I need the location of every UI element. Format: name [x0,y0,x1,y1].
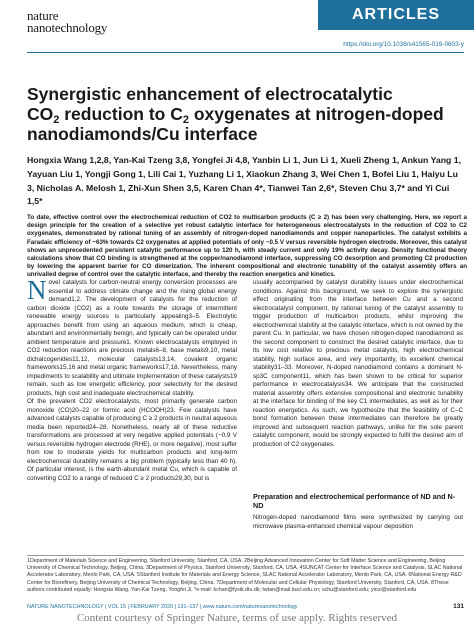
author-list: Hongxia Wang 1,2,8, Yan-Kai Tzeng 3,8, Yongfei Ji 4,8, Yanbin Li 1, Jun Li 1, Xueli Zheng 1, Ankun Yang 1, Yayuan Liu 1, Yongji Gong 1, Lili Cai 1, Yuzhang Li 1, Xiaokun Zhang 3, Wei Chen 1, Bofei Liu 1, Haiyu Lu 3, Nicholas A. Melosh 1, Zhi-Xun Shen 3,5, Karen Chan 4*, Tianwei Tan 2,6*, Steven Chu 3,7* and Yi Cui 1,5* [27,155,461,207]
affiliations-footnotes: 1Department of Materials Science and Engineering, Stanford University, Stanford, CA, USA. 2Beijing Advanced Innovation Center for Soft Matter Science and Engineering, Beijing University of Chemical Technology, Beijing, China. 3Department of Physics, Stanford University, Stanford, CA, USA. 4SUNCAT Center for Interface Science and Catalysis, SLAC National Accelerator Laboratory, Menlo Park, CA, USA. 5Stanford Institute for Materials and Energy Science, SLAC National Accelerator Laboratory, Menlo Park, CA, USA. 6National Energy R&D Center for Biorefinery, Beijing University of Chemical Technology, Beijing, China. 7Department of Molecular and Cellular Physiology, Stanford University, Stanford, CA, USA. 8These authors contributed equally: Hongxia Wang, Yan-Kai Tzeng, Yongfei Ji. *e-mail: kchan@fysik.dtu.dk; twtan@mail.buct.edu.cn; schu@stanford.edu; yicui@stanford.edu [27,558,463,593]
section-heading: Preparation and electrochemical performance of ND and N-ND [253,492,456,511]
body-column-right-continued: Nitrogen-doped nanodiamond films were synthesized by carrying out microwave plasma-enhanced chemical vapour deposition [253,514,463,530]
copyright-credit: Content courtesy of Springer Nature, terms of use apply. Rights reserved [76,612,398,624]
title-sub-2: 2 [182,114,189,126]
title-line-1: Synergistic enhancement of electrocatalytic [27,84,393,104]
title-line-2a: CO [27,104,54,124]
footnote-divider [27,555,464,556]
page-number: 131 [453,603,464,610]
journal-logo: nature nanotechnology [27,8,108,35]
body-left-text: ovel catalysts for carbon-neutral energy conversion processes are essential to address climate change and the rising global energy demand1,2. The development of catalysts for the reduction of carbon dioxide (CO2) as a route towards the storage of intermittent renewable energy sources is particularly appealing3–5. Electrolytic approaches benefit from using an aqueous medium, which is cheap, abundant and environmentally benign, and typically can be operated under ambient temperature and pressure1. Known electrocatalysts employed in CO2 reduction reactions are precious metals6–8, base metals9,10, metal dichalcogenides11,12, molecular catalysts13,14, covalent organic frameworks15,16 and metal organic frameworks17,18. Nevertheless, many impediments to scalability and ultimate implementation of these catalysts19 remain, such as low energetic efficiency, poor selectivity for the desired products, high cost and inadequate electrochemical stability. Of the prevalent CO2 electrocatalysts, most primarily generate carbon monoxide (CO)20–22 or formic acid (HCOOH)23. Few catalysts have advanced catalysts capable of producing C ≥ 2 products in neutral aqueous media been reported24–28. Nonetheless, nearly all of these reductive transformations are processed at very negative applied potentials (−0.9 V versus reversible hydrogen electrode (RHE), or more negative), most suffer from low to moderate yields for multicarbon products and long-term electrochemical durability remains a big problem (typically less than 40 h). Of particular interest, is the earth-abundant metal Cu, which is capable of converting CO2 to a range of reduced C ≥ 2 products29,30, but is [27,279,237,482]
abstract: To date, effective control over the electrochemical reduction of CO2 to multicarbon products (C ≥ 2) has been very challenging. Here, we report a design principle for the creation of a selective yet robust catalytic interface for heterogeneous electrocatalysts in the reduction of CO2 to C2 oxygenates, demonstrated by rational tuning of an assembly of nitrogen-doped nanodiamonds and copper nanoparticles. The catalyst exhibits a Faradaic efficiency of ~63% towards C2 oxygenates at applied potentials of only −0.5 V versus reversible hydrogen electrode. Moreover, this catalyst shows an unprecedented persistent catalytic performance up to 120 h, with steady current and only 19% activity decay. Density functional theory calculations show that CO binding is strengthened at the copper/nanodiamond interface, suppressing CO desorption and promoting C2 production by lowering the apparent barrier for CO dimerization. The inherent compositional and electronic tunability of the catalyst assembly offers an unrivalled degree of control over the catalytic interface, and thereby the reaction energetics and kinetics. [27,214,467,279]
body-column-left [27,275,237,483]
title-sub-1: 2 [53,114,60,126]
doi-link[interactable]: https://doi.org/10.1038/s41565-019-0603-y [343,41,464,48]
title-line-2c: reduction to C [59,104,183,124]
section-label: ARTICLES [318,0,474,30]
article-title [27,84,467,144]
title-line-2e: oxygenates at nitrogen-doped [188,104,444,124]
journal-footer: NATURE NANOTECHNOLOGY | VOL 15 | FEBRUARY 2020 | 131–137 | www.nature.com/naturenanotechnology [27,604,298,610]
title-line-3: nanodiamonds/Cu interface [27,124,258,144]
body-column-right: usually accompanied by catalyst durability issues under electrochemical conditions. Against this background, we seek to explore the synergistic effect originating from the interface between Cu and a second electrocatalyst component, by rational tuning of the catalyst assembly to trigger production of multicarbon products, whilst improving the electrochemical stability at the catalytic interface, which is not owned by the parent Cu. In particular, we have chosen nitrogen-doped nanodiamond as the second component to construct the desired catalytic interface, due to its low cost relative to precious metal catalysts, high electrochemical stability, high surface area, and very importantly, its excellent chemical stability31–33. Moreover, N-doped nanodiamond contains a dominant N-sp3C component11, which has been shown to be critical for superior performance in electrocatalysis34. We anticipate that the constructed material assembly offers extensive compositional and electronic tunability at the interface for binding of the key C1 intermediates, as well as for their reaction energetics. As such, we hypothesize that the feasibility of C–C bond formation between these intermediates can therefore be greatly improved and subsequent reaction pathways, unlike for the sole parent catalytic component, would be strongly expected to fulfil the desired aim of production of C2 oxygenates. [253,279,463,448]
header-divider [27,52,464,53]
drop-cap: N [27,275,47,305]
